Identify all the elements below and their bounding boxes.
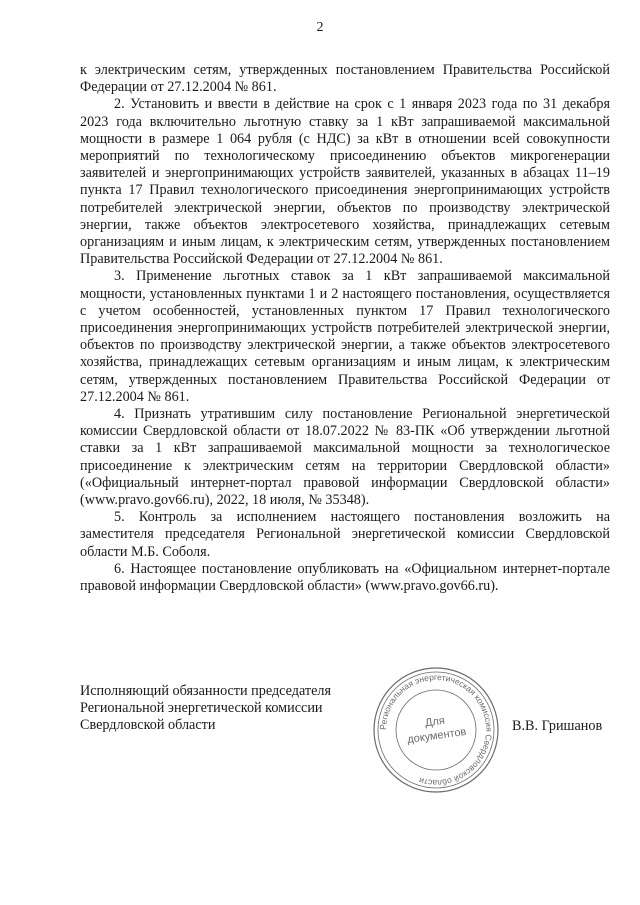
paragraph-item-4: 4. Признать утратившим силу постановление Региональной энергетической комиссии Свердловской области от 18.07.2022 № 83-ПК «Об утверждении льготной ставки за 1 кВт запрашиваемой максимальной мощности за технологическое присоединение к электрическим сетям на территории Свердловской области» («Официальный интернет-портал правовой информации Свердловской области» (www.pravo.gov66.ru), 2022, 18 июля, № 35348). xyxy=(80,406,610,509)
seal-center-line-1: Для xyxy=(424,714,446,730)
signatory-position-line-1: Исполняющий обязанности председателя xyxy=(80,683,331,699)
signatory-position-line-3: Свердловской области xyxy=(80,717,216,734)
paragraph-continuation: к электрическим сетям, утвержденных постановлением Правительства Российской Федерации от 27.12.2004 № 861. xyxy=(80,62,610,96)
signatory-position-line-2: Региональной энергетической комиссии xyxy=(80,700,323,717)
signatory-name: В.В. Гришанов xyxy=(512,718,603,734)
seal-center-line-2: документов xyxy=(406,725,468,747)
official-seal-stamp xyxy=(371,665,501,795)
signature-block xyxy=(80,683,331,735)
page-number: 2 xyxy=(316,20,324,35)
seal-ring-text: Региональная энергетическая комиссия Свердловской области xyxy=(377,671,495,789)
paragraph-item-3: 3. Применение льготных ставок за 1 кВт запрашиваемой максимальной мощности, установленных пунктами 1 и 2 настоящего постановления, осуществляется с учетом особенностей, установленных пунктом 17 Правил технологического присоединения энергопринимающих устройств потребителей электрической энергии, объектов по производству электрической энергии, а также объектов электросетевого хозяйства, принадлежащих сетевым организациям и иным лицам, к электрическим сетям, утвержденных постановлением Правительства Российской Федерации от 27.12.2004 № 861. xyxy=(80,268,610,405)
paragraph-item-5: 5. Контроль за исполнением настоящего постановления возложить на заместителя председателя Региональной энергетической комиссии Свердловской области М.Б. Соболя. xyxy=(80,509,610,560)
paragraph-item-2: 2. Установить и ввести в действие на срок с 1 января 2023 года по 31 декабря 2023 года включительно льготную ставку за 1 кВт запрашиваемой максимальной мощности в размере 1 064 рубля (с НДС) за кВт в отношении всей совокупности мероприятий по технологическому присоединению объектов микрогенерации заявителей и энергопринимающих устройств заявителей, указанных в абзацах 11–19 пункта 17 Правил технологического присоединения энергопринимающих устройств потребителей электрической энергии, объектов по производству электрической энергии, также объектов электросетевого хозяйства, принадлежащих сетевым организациям и иным лицам, к электрическим сетям, утвержденных постановлением Правительства Российской Федерации от 27.12.2004 № 861. xyxy=(80,96,610,268)
document-body xyxy=(80,62,610,595)
paragraph-item-6: 6. Настоящее постановление опубликовать на «Официальном интернет-портале правовой информации Свердловской области» (www.pravo.gov66.ru). xyxy=(80,560,610,595)
